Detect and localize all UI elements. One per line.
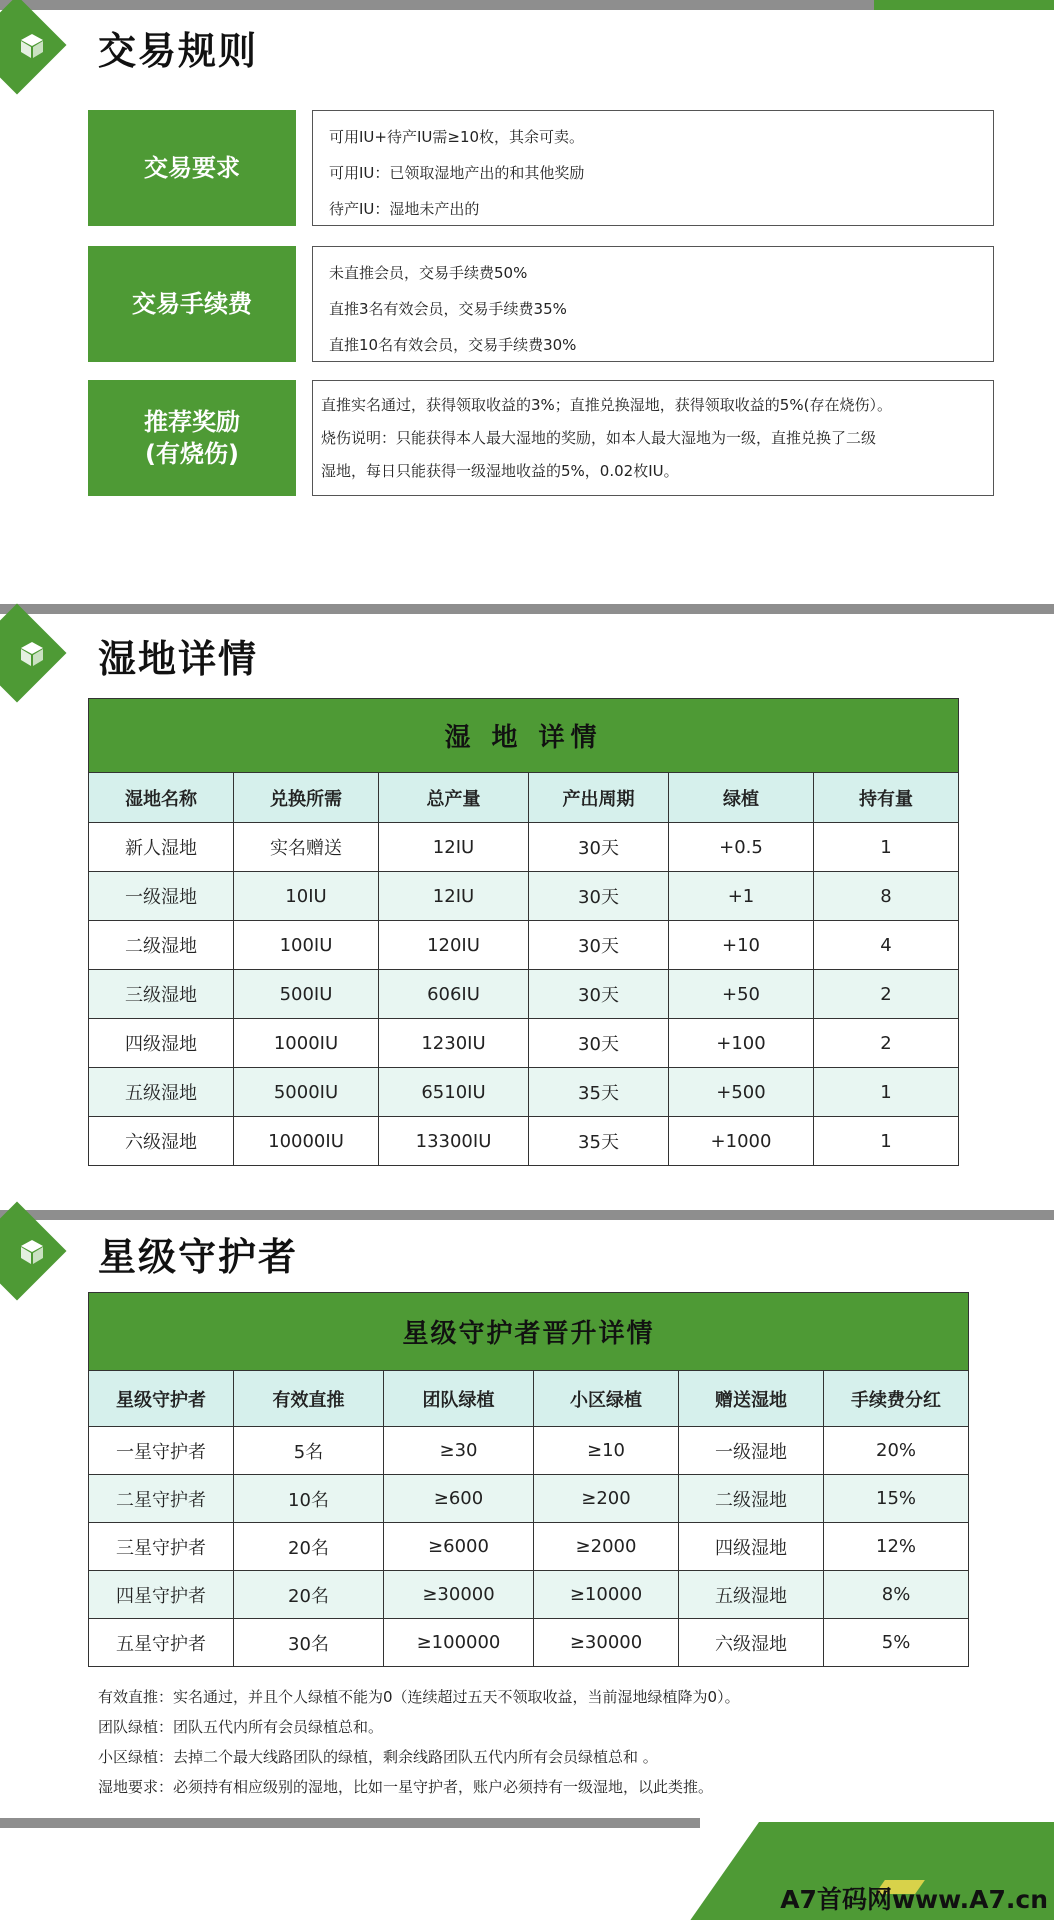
rule-line: 直推实名通过，获得领取收益的3%；直推兑换湿地，获得领取收益的5%(存在烧伤）。 [321, 396, 892, 414]
table-cell: 二级湿地 [89, 921, 234, 970]
table-row [89, 1619, 969, 1667]
table-cell: 30天 [529, 823, 669, 872]
table-cell: 35天 [529, 1068, 669, 1117]
table-cell: 6510IU [379, 1068, 529, 1117]
table-cell: 8% [824, 1571, 969, 1619]
table-cell: +100 [669, 1019, 814, 1068]
table-cell: +1000 [669, 1117, 814, 1166]
table-header-row [89, 773, 959, 823]
table-cell: 13300IU [379, 1117, 529, 1166]
table-row [89, 1523, 969, 1571]
table-cell: 新人湿地 [89, 823, 234, 872]
table-row [89, 823, 959, 872]
table-cell: +0.5 [669, 823, 814, 872]
cube-icon [18, 640, 46, 668]
table-cell: 10IU [234, 872, 379, 921]
rule-label-text: 推荐奖励 [144, 408, 240, 436]
table-cell: 一星守护者 [89, 1427, 234, 1475]
column-header: 手续费分红 [824, 1371, 969, 1427]
rule-label-text: 交易要求 [144, 154, 240, 182]
table-cell: 六级湿地 [89, 1117, 234, 1166]
rule-label-text: 交易手续费 [132, 290, 252, 318]
rule-row-referral-reward [88, 380, 994, 496]
rule-line: 湿地，每日只能获得一级湿地收益的5%，0.02枚IU。 [321, 462, 679, 480]
rule-row-trade-fee [88, 246, 994, 362]
table-cell: ≥100000 [384, 1619, 534, 1667]
table-cell: ≥30000 [534, 1619, 679, 1667]
table-row [89, 1427, 969, 1475]
column-header: 星级守护者 [89, 1371, 234, 1427]
column-header: 产出周期 [529, 773, 669, 823]
column-header: 湿地名称 [89, 773, 234, 823]
rule-line: 可用IU+待产IU需≥10枚，其余可卖。 [329, 128, 585, 146]
table-row [89, 1019, 959, 1068]
table-cell: 四级湿地 [679, 1523, 824, 1571]
table-caption: 湿 地 详情 [89, 699, 959, 773]
note-line: 团队绿植：团队五代内所有会员绿植总和。 [98, 1718, 384, 1736]
note-line: 小区绿植：去掉二个最大线路团队的绿植，剩余线路团队五代内所有会员绿植总和 。 [98, 1748, 658, 1766]
rule-line: 未直推会员，交易手续费50% [329, 264, 528, 282]
table-row [89, 970, 959, 1019]
column-header: 赠送湿地 [679, 1371, 824, 1427]
table-cell: 一级湿地 [89, 872, 234, 921]
table-cell: ≥30000 [384, 1571, 534, 1619]
table-cell: 35天 [529, 1117, 669, 1166]
table-cell: 20名 [234, 1523, 384, 1571]
column-header: 绿植 [669, 773, 814, 823]
table-cell: ≥10000 [534, 1571, 679, 1619]
rule-content [312, 110, 994, 226]
column-header: 总产量 [379, 773, 529, 823]
table-cell: 1 [814, 1117, 959, 1166]
table-cell: 12IU [379, 823, 529, 872]
table-cell: 六级湿地 [679, 1619, 824, 1667]
footer-separator [0, 1818, 700, 1828]
table-cell: 500IU [234, 970, 379, 1019]
table-cell: 606IU [379, 970, 529, 1019]
table-cell: 5名 [234, 1427, 384, 1475]
table-cell: 1 [814, 1068, 959, 1117]
rule-content [312, 246, 994, 362]
table-cell: 15% [824, 1475, 969, 1523]
table-cell: ≥6000 [384, 1523, 534, 1571]
table-cell: 实名赠送 [234, 823, 379, 872]
table-cell: 一级湿地 [679, 1427, 824, 1475]
section-title: 星级守护者 [98, 1235, 299, 1279]
table-cell: 30名 [234, 1619, 384, 1667]
table-cell: 30天 [529, 872, 669, 921]
table-cell: +1 [669, 872, 814, 921]
table-cell: +500 [669, 1068, 814, 1117]
table-cell: 五级湿地 [89, 1068, 234, 1117]
table-cell: ≥2000 [534, 1523, 679, 1571]
table-cell: 12% [824, 1523, 969, 1571]
table-cell: 二星守护者 [89, 1475, 234, 1523]
table-cell: 20% [824, 1427, 969, 1475]
table-cell: 五级湿地 [679, 1571, 824, 1619]
cube-icon [18, 1238, 46, 1266]
table-cell: 四级湿地 [89, 1019, 234, 1068]
column-header: 有效直推 [234, 1371, 384, 1427]
column-header: 团队绿植 [384, 1371, 534, 1427]
section-header-wetland [0, 614, 1054, 694]
rule-line: 烧伤说明：只能获得本人最大湿地的奖励，如本人最大湿地为一级，直推兑换了二级 [321, 429, 877, 447]
table-cell: 12IU [379, 872, 529, 921]
table-cell: 四星守护者 [89, 1571, 234, 1619]
table-cell: +50 [669, 970, 814, 1019]
note-line: 湿地要求：必须持有相应级别的湿地，比如一星守护者，账户必须持有一级湿地，以此类推。 [98, 1778, 714, 1796]
table-cell: ≥30 [384, 1427, 534, 1475]
table-cell: 2 [814, 970, 959, 1019]
rule-label [88, 246, 296, 362]
rule-label [88, 110, 296, 226]
table-cell: 1000IU [234, 1019, 379, 1068]
rule-line: 直推10名有效会员，交易手续费30% [329, 336, 577, 354]
table-caption: 星级守护者晋升详情 [89, 1293, 969, 1371]
rule-line: 直推3名有效会员，交易手续费35% [329, 300, 567, 318]
table-cell: 三级湿地 [89, 970, 234, 1019]
column-header: 小区绿植 [534, 1371, 679, 1427]
table-cell: ≥200 [534, 1475, 679, 1523]
rule-row-trade-requirement [88, 110, 994, 226]
table-cell: 1 [814, 823, 959, 872]
table-cell: 120IU [379, 921, 529, 970]
column-header: 兑换所需 [234, 773, 379, 823]
section-title: 湿地详情 [98, 637, 259, 681]
table-cell: 100IU [234, 921, 379, 970]
table-cell: ≥600 [384, 1475, 534, 1523]
table-cell: 20名 [234, 1571, 384, 1619]
table-cell: 30天 [529, 970, 669, 1019]
table-cell: 五星守护者 [89, 1619, 234, 1667]
table-row [89, 921, 959, 970]
section-header-rules [0, 6, 1054, 86]
table-cell: 三星守护者 [89, 1523, 234, 1571]
cube-icon [18, 32, 46, 60]
table-cell: ≥10 [534, 1427, 679, 1475]
table-cell: 二级湿地 [679, 1475, 824, 1523]
guardian-table [88, 1292, 969, 1667]
table-cell: 4 [814, 921, 959, 970]
section-separator [0, 604, 1054, 614]
table-cell: 5% [824, 1619, 969, 1667]
table-row [89, 1571, 969, 1619]
table-row [89, 1475, 969, 1523]
table-cell: 30天 [529, 1019, 669, 1068]
table-row [89, 872, 959, 921]
table-cell: 2 [814, 1019, 959, 1068]
section-header-guardian [0, 1212, 1054, 1292]
column-header: 持有量 [814, 773, 959, 823]
rule-label [88, 380, 296, 496]
rule-line: 可用IU：已领取湿地产出的和其他奖励 [329, 164, 585, 182]
note-line: 有效直推：实名通过，并且个人绿植不能为0（连续超过五天不领取收益，当前湿地绿植降为0）。 [98, 1688, 740, 1706]
table-row [89, 1068, 959, 1117]
table-cell: 30天 [529, 921, 669, 970]
table-cell: 8 [814, 872, 959, 921]
table-cell: 5000IU [234, 1068, 379, 1117]
watermark: A7首码网www.A7.cn [780, 1885, 1048, 1914]
rule-content [312, 380, 994, 496]
rule-label-subtext: (有烧伤) [145, 440, 239, 468]
section-title: 交易规则 [98, 29, 259, 73]
table-cell: 1230IU [379, 1019, 529, 1068]
wetland-table [88, 698, 959, 1166]
table-cell: +10 [669, 921, 814, 970]
table-header-row [89, 1371, 969, 1427]
notes [98, 1682, 740, 1802]
table-cell: 10名 [234, 1475, 384, 1523]
rule-line: 待产IU：湿地未产出的 [329, 200, 480, 218]
table-row [89, 1117, 959, 1166]
table-cell: 10000IU [234, 1117, 379, 1166]
